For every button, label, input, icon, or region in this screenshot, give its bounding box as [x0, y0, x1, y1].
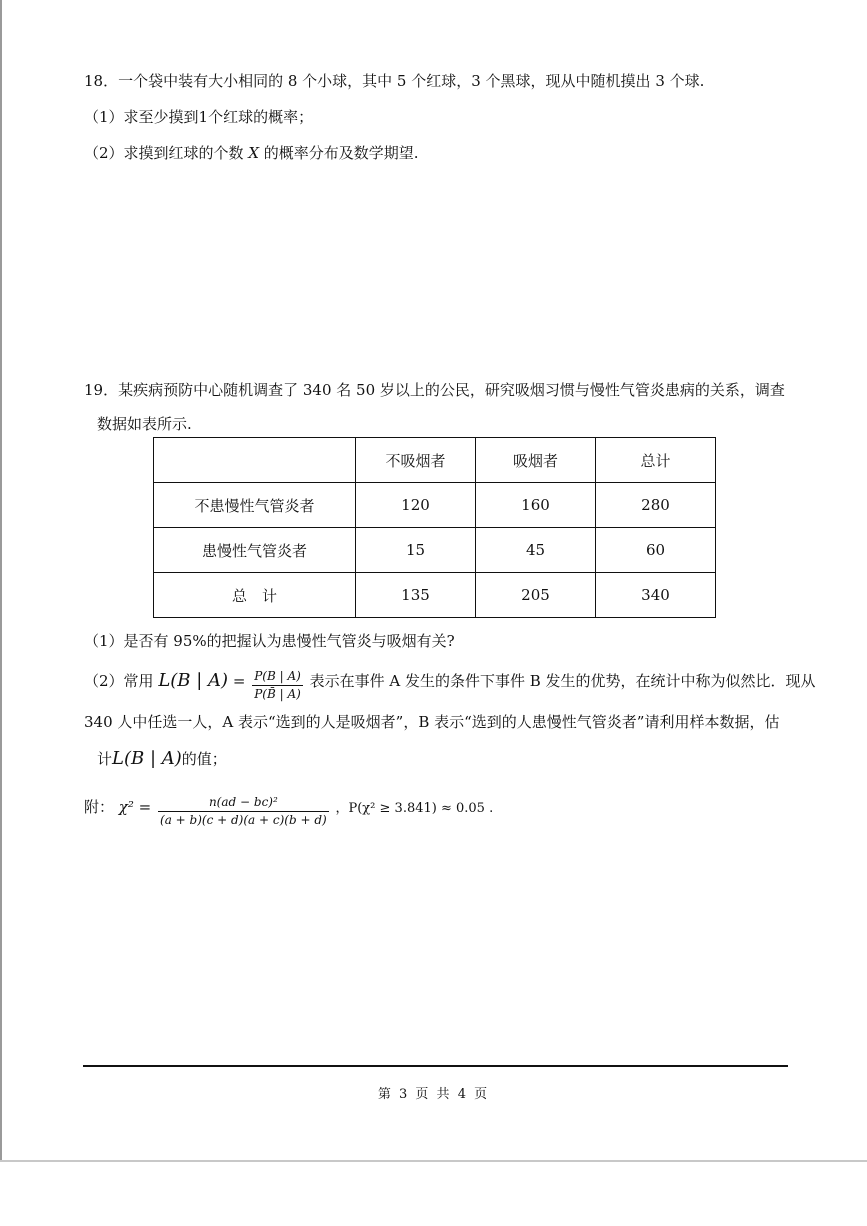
table-cell: 120 — [356, 483, 476, 528]
q18-part1: （1）求至少摸到1个红球的概率； — [84, 108, 314, 126]
table-cell: 15 — [356, 528, 476, 573]
q19-part2-line1 — [84, 668, 816, 703]
q18-stem: 18．一个袋中装有大小相同的 8 个小球，其中 5 个红球，3 个黑球，现从中随机摸出 3 个球. — [84, 72, 705, 90]
fraction-denominator: P(B̄ | A) — [254, 687, 301, 701]
equals-sign: = — [232, 672, 246, 690]
chi-square-numerator: n(ad − bc)² — [158, 794, 329, 812]
table-row — [154, 528, 716, 573]
q18-part2 — [84, 143, 419, 163]
table-cell: 60 — [596, 528, 716, 573]
table-cell: 患慢性气管炎者 — [154, 528, 356, 573]
q19-part2-line3-b: 的值； — [181, 750, 227, 768]
table-cell: 不患慢性气管炎者 — [154, 483, 356, 528]
table-cell: 总 计 — [154, 573, 356, 618]
chi-square-denominator: (a + b)(c + d)(a + c)(b + d) — [160, 813, 327, 827]
footer-rule — [83, 1065, 788, 1067]
chi-square-fraction — [158, 794, 329, 829]
table-cell: 205 — [476, 573, 596, 618]
q18-part2-text-a: （2）求摸到红球的个数 — [84, 144, 244, 162]
q18-part2-text-b: 的概率分布及数学期望. — [263, 144, 419, 162]
page-number: 第 3 页 共 4 页 — [377, 1087, 490, 1102]
q19-part2-line3 — [97, 749, 227, 769]
likelihood-expr: L(B | A) — [112, 748, 182, 769]
q19-stem-line2: 数据如表所示. — [97, 415, 192, 433]
table-cell: 160 — [476, 483, 596, 528]
likelihood-expr: L(B | A) — [158, 670, 229, 691]
table-header-cell — [154, 438, 356, 483]
q19-part2-line3-a: 计 — [97, 750, 113, 768]
table-header-cell: 不吸烟者 — [356, 438, 476, 483]
table-header-row — [154, 438, 716, 483]
appendix-label: 附： — [84, 798, 115, 816]
scan-edge-bottom — [0, 1160, 867, 1162]
table-cell: 45 — [476, 528, 596, 573]
table-header-cell: 吸烟者 — [476, 438, 596, 483]
likelihood-fraction — [252, 668, 303, 703]
table-header-cell: 总计 — [596, 438, 716, 483]
survey-table — [153, 437, 716, 618]
chi-square-tail: ，P(χ² ≥ 3.841) ≈ 0.05 . — [335, 801, 494, 816]
scan-edge — [0, 0, 2, 1160]
q18-variable-x: X — [248, 144, 260, 162]
fraction-numerator: P(B | A) — [252, 668, 303, 686]
table-row — [154, 573, 716, 618]
table-cell: 280 — [596, 483, 716, 528]
q19-part2-prefix: （2）常用 — [84, 672, 154, 690]
table-cell: 340 — [596, 573, 716, 618]
q19-stem-line1: 19．某疾病预防中心随机调查了 340 名 50 岁以上的公民，研究吸烟习惯与慢性气管炎患病的关系，调查 — [84, 381, 785, 399]
q19-part2-line1-rest: 表示在事件 A 发生的条件下事件 B 发生的优势，在统计中称为似然比．现从 — [309, 672, 816, 690]
table-cell: 135 — [356, 573, 476, 618]
q19-part2-line2: 340 人中任选一人，A 表示“选到的人是吸烟者”，B 表示“选到的人患慢性气管炎者”请利用样本数据，估 — [84, 713, 780, 731]
q19-part1: （1）是否有 95%的把握认为患慢性气管炎与吸烟有关? — [84, 632, 455, 650]
table-row — [154, 483, 716, 528]
appendix — [84, 794, 493, 829]
chi-square-lhs: χ² = — [118, 798, 152, 816]
